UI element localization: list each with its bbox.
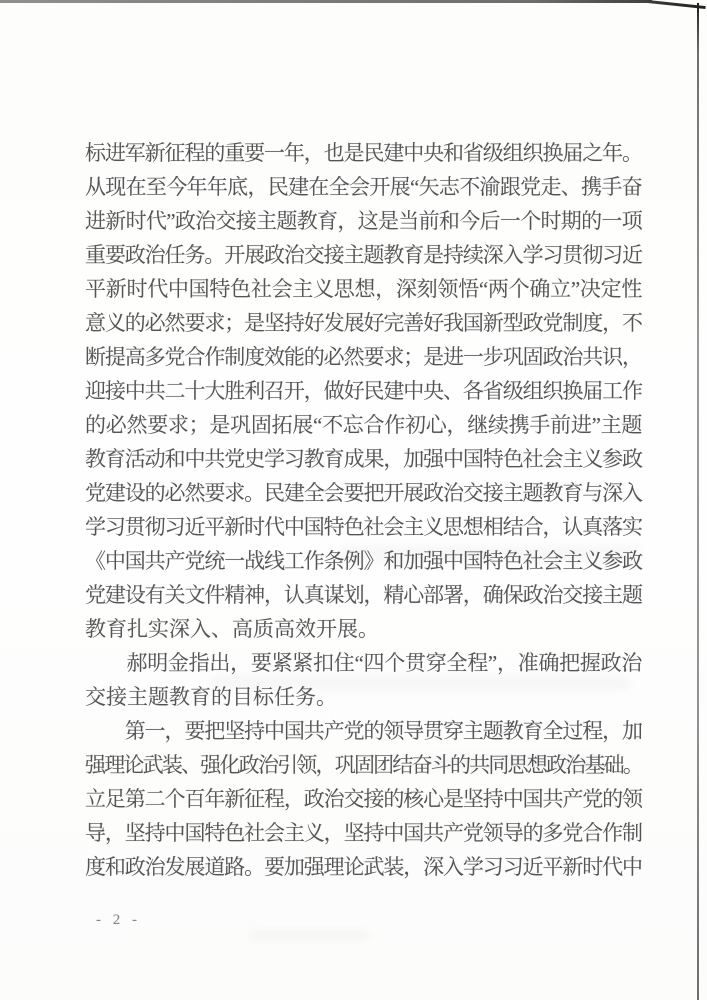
text-line-text: 导，坚持中国特色社会主义，坚持中国共产党领导的多党合作制 [85,821,642,845]
text-line-text: 党建设有关文件精神，认真谋划，精心部署，确保政治交接主题 [85,583,642,607]
text-line-text: 的必然要求；是巩固拓展“不忘合作初心，继续携手前进”主题 [85,413,643,437]
text-line [85,680,642,714]
scan-right-edge-artifact [697,3,699,1000]
text-line-text: 标进军新征程的重要一年，也是民建中央和省级组织换届之年。 [85,141,642,165]
text-line [85,544,642,578]
text-line-text: 第一，要把坚持中国共产党的领导贯穿主题教育全过程，加 [85,719,642,743]
text-line-text: 进新时代”政治交接主题教育，这是当前和今后一个时期的一项 [85,209,642,233]
text-line-text: 意义的必然要求；是坚持好发展好完善好我国新型政党制度，不 [85,311,642,335]
text-line-text: 党建设的必然要求。民建全会要把开展政治交接主题教育与深入 [85,481,642,505]
text-line [85,850,642,884]
text-line [85,714,642,748]
text-line-text: 从现在至今年年底，民建在全会开展“矢志不渝跟党走、携手奋 [85,175,642,199]
text-line-text: 学习贯彻习近平新时代中国特色社会主义思想相结合，认真落实 [85,515,642,539]
text-line [85,816,642,850]
text-line [85,408,642,442]
text-line-text: 交接主题教育的目标任务。 [85,685,337,709]
text-line [85,374,642,408]
scan-top-edge-artifact [0,0,652,3]
text-line [85,782,642,816]
text-line-text: 平新时代中国特色社会主义思想，深刻领悟“两个确立”决定性 [85,277,643,301]
text-line-text: 强理论武装、强化政治引领，巩固团结奋斗的共同思想政治基础。 [85,753,643,777]
text-line [85,238,642,272]
text-line [85,612,642,646]
page-number: - 2 - [96,912,141,928]
text-line-text: 度和政治发展道路。要加强理论武装，深入学习习近平新时代中 [85,855,642,879]
text-line-text: 郝明金指出，要紧紧扣住“四个贯穿全程”，准确把握政治 [85,651,643,675]
text-line-text: 立足第二个百年新征程，政治交接的核心是坚持中国共产党的领 [85,787,642,811]
ink-bleed-artifact [250,930,370,940]
text-line [85,646,642,680]
text-line [85,748,642,782]
text-line [85,510,642,544]
text-line-text: 迎接中共二十大胜利召开，做好民建中央、各省级组织换届工作 [85,379,642,403]
text-line [85,442,642,476]
text-line-text: 重要政治任务。开展政治交接主题教育是持续深入学习贯彻习近 [85,243,642,267]
text-line [85,170,642,204]
text-line-text: 断提高多党合作制度效能的必然要求；是进一步巩固政治共识， [85,345,642,369]
text-line [85,306,642,340]
text-line [85,136,642,170]
text-line [85,476,642,510]
text-line [85,204,642,238]
text-line-text: 教育活动和中共党史学习教育成果，加强中国特色社会主义参政 [85,447,642,471]
text-line [85,272,642,306]
text-line-text: 教育扎实深入、高质高效开展。 [85,617,379,641]
text-line-text: 《中国共产党统一战线工作条例》和加强中国特色社会主义参政 [85,549,642,573]
text-line [85,340,642,374]
document-text-body [85,136,642,884]
text-line [85,578,642,612]
